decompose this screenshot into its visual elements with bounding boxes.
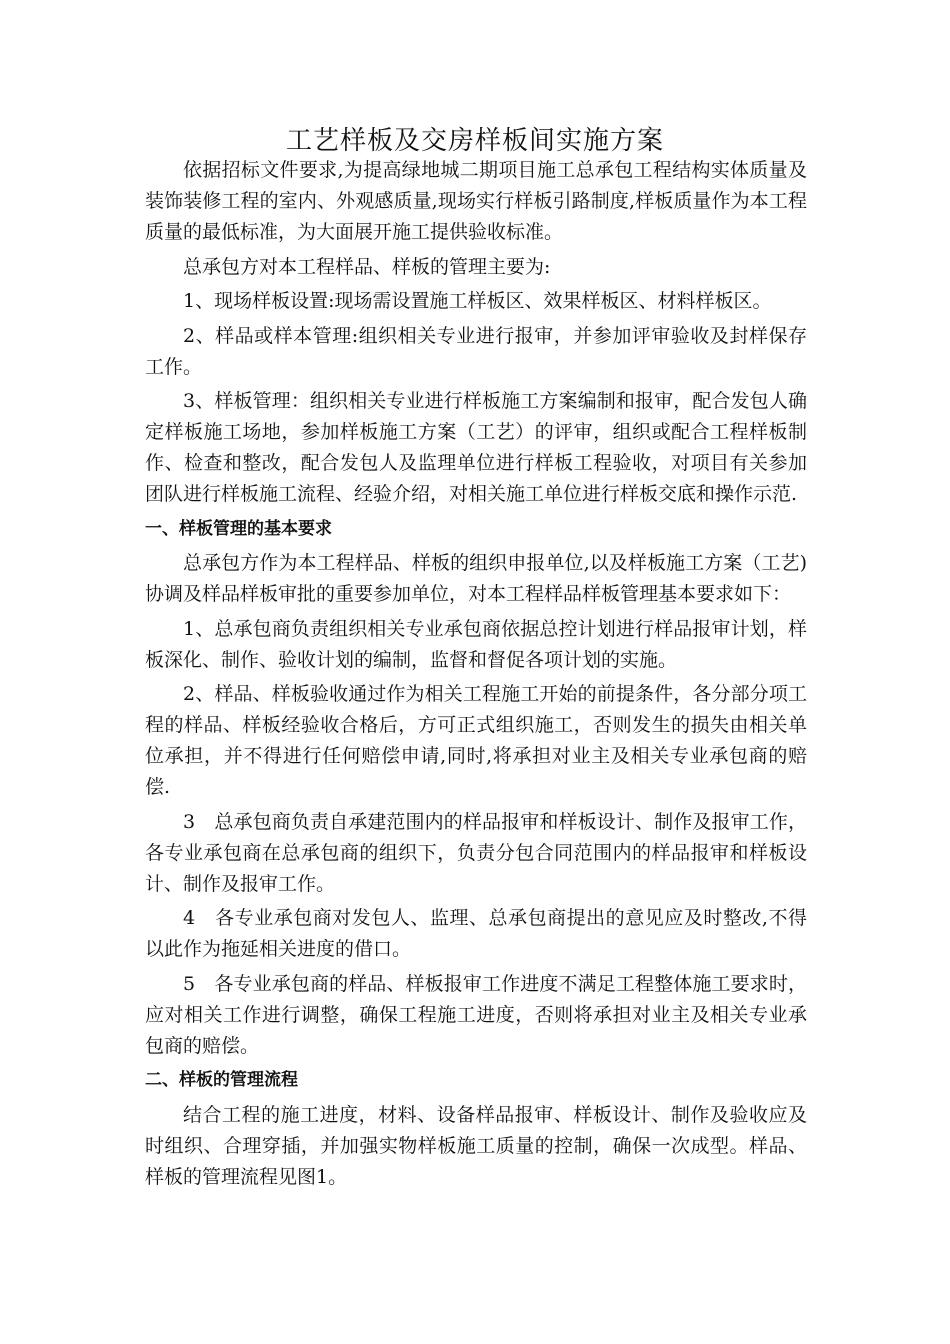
intro-paragraph: 2、样品或样本管理:组织相关专业进行报审，并参加评审验收及封样保存工作。 (145, 324, 807, 378)
intro-paragraph: 1、现场样板设置:现场需设置施工样板区、效果样板区、材料样板区。 (183, 290, 772, 312)
section-paragraph: 1、总承包商负责组织相关专业承包商依据总控计划进行样品报审计划，样板深化、制作、验收计划的编制，监督和督促各项计划的实施。 (145, 617, 807, 671)
section-paragraph: 2、样品、样板验收通过作为相关工程施工开始的前提条件，各分部分项工程的样品、样板经验收合格后，方可正式组织施工，否则发生的损失由相关单位承担，并不得进行任何赔偿申请,同时,将承担对业主及相关专业承包商的赔偿. (145, 683, 807, 798)
section-paragraph: 4 各专业承包商对发包人、监理、总承包商提出的意见应及时整改,不得以此作为拖延相关进度的借口。 (145, 907, 807, 960)
document-body (145, 155, 807, 1196)
section-heading: 二、样板的管理流程 (145, 1070, 298, 1090)
intro-paragraph: 总承包方对本工程样品、样板的管理主要为: (183, 255, 551, 278)
intro-paragraph: 依据招标文件要求,为提高绿地城二期项目施工总承包工程结构实体质量及装饰装修工程的室内、外观感质量,现场实行样板引路制度,样板质量作为本工程质量的最低标准，为大面展开施工提供验收标准。 (145, 159, 807, 243)
intro-paragraph: 3、样板管理：组织相关专业进行样板施工方案编制和报审，配合发包人确定样板施工场地，参加样板施工方案（工艺）的评审，组织或配合工程样板制作、检查和整改，配合发包人及监理单位进行样板工程验收，对项目有关参加团队进行样板施工流程、经验介绍，对相关施工单位进行样板交底和操作示范. (145, 390, 807, 505)
section-heading: 一、样板管理的基本要求 (145, 518, 332, 539)
section-paragraph: 5 各专业承包商的样品、样板报审工作进度不满足工程整体施工要求时，应对相关工作进行调整，确保工程施工进度，否则将承担对业主及相关专业承包商的赔偿。 (145, 972, 807, 1057)
section-paragraph: 总承包方作为本工程样品、样板的组织申报单位,以及样板施工方案（工艺)协调及样品样板审批的重要参加单位，对本工程样品样板管理基本要求如下： (145, 552, 807, 605)
section-paragraph: 3 总承包商负责自承建范围内的样品报审和样板设计、制作及报审工作，各专业承包商在总承包商的组织下，负责分包合同范围内的样品报审和样板设计、制作及报审工作。 (145, 810, 807, 895)
document-title: 工艺样板及交房样板间实施方案 (285, 126, 664, 156)
section-paragraph: 结合工程的施工进度，材料、设备样品报审、样板设计、制作及验收应及时组织、合理穿插，并加强实物样板施工质量的控制，确保一次成型。样品、样板的管理流程见图1。 (145, 1103, 807, 1188)
